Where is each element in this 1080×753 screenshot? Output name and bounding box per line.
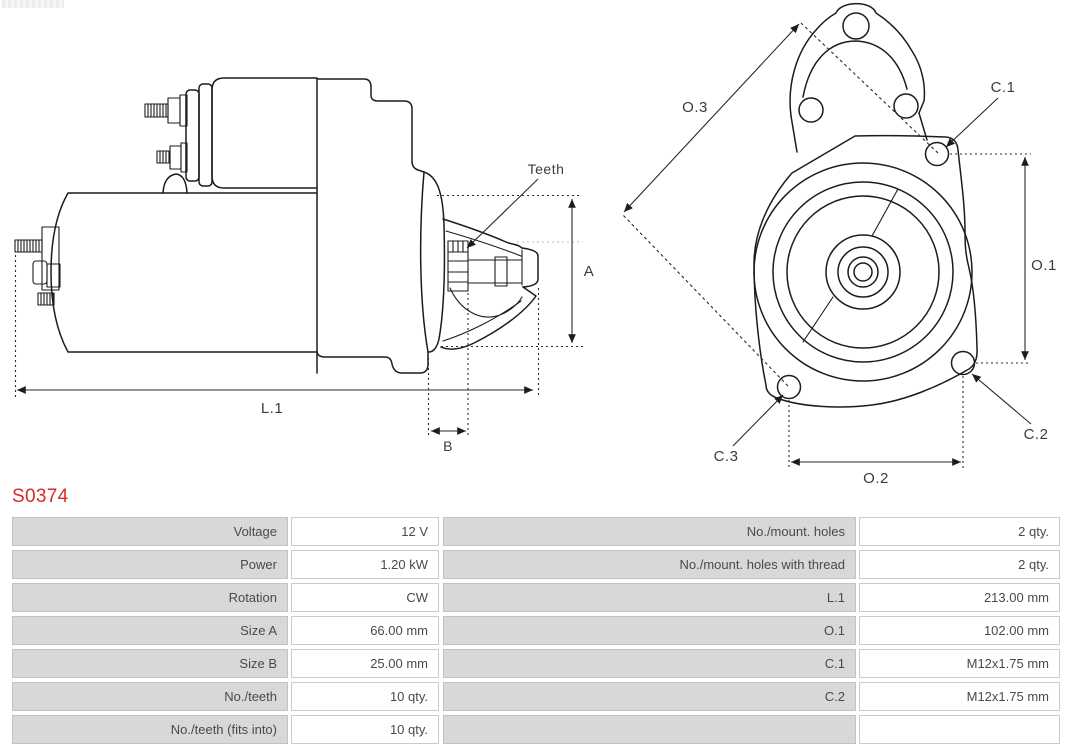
terminal-boss [47, 264, 60, 287]
spec-table [12, 517, 1060, 748]
spec-row-size-b [12, 649, 1060, 678]
bracket-necks [791, 113, 927, 152]
dim-label-b: B [443, 438, 453, 454]
spec-label: Size A [12, 616, 288, 645]
leader-c1 [946, 98, 998, 147]
terminal-stud-threads [18, 240, 39, 252]
solenoid [212, 78, 317, 188]
casting-foot [317, 352, 428, 373]
solenoid-ring-1 [199, 84, 212, 186]
spec-value: M12x1.75 mm [859, 682, 1060, 711]
dim-label-c3: C.3 [713, 448, 739, 465]
spec-value: 66.00 mm [291, 616, 439, 645]
nose-inner-bottom [450, 288, 522, 317]
spec-label: Power [12, 550, 288, 579]
solenoid-nut-lower [170, 146, 181, 169]
ext-diag-c3 [623, 215, 788, 386]
teeth-label: Teeth [527, 161, 565, 177]
spec-label: No./teeth [12, 682, 288, 711]
dim-label-o2: O.2 [863, 470, 889, 487]
nose-front [522, 248, 538, 287]
motor-body [51, 193, 317, 352]
front-view-dimensions [623, 23, 1057, 487]
dim-line-o3 [624, 24, 799, 212]
solenoid-ring-2 [186, 90, 199, 181]
spec-label: No./teeth (fits into) [12, 715, 288, 744]
top-bracket-arch [803, 41, 907, 97]
spec-label: Rotation [12, 583, 288, 612]
leader-c2 [972, 374, 1031, 424]
bell-ring-outer [421, 172, 428, 352]
hub-circle-mid [838, 247, 888, 297]
part-number: S0374 [12, 486, 69, 507]
spec-label: Voltage [12, 517, 288, 546]
spec-value [859, 715, 1060, 744]
nose-inner-curve [443, 301, 521, 341]
spec-label: No./mount. holes [443, 517, 856, 546]
spec-value: 25.00 mm [291, 649, 439, 678]
nose-bottom [441, 287, 536, 349]
pinion-bands [448, 252, 468, 282]
terminal-nut [33, 261, 47, 284]
spec-value: 12 V [291, 517, 439, 546]
spec-value: 10 qty. [291, 682, 439, 711]
spec-row-power [12, 550, 1060, 579]
spec-label: C.1 [443, 649, 856, 678]
shaft-circle [848, 257, 878, 287]
teeth-leader [467, 179, 538, 248]
solenoid-mount-lug [163, 174, 187, 193]
dim-label-o1: O.1 [1031, 257, 1057, 274]
hole-c1 [926, 143, 949, 166]
side-view-dimensions [16, 161, 595, 454]
top-bracket [790, 4, 924, 116]
spec-label [443, 715, 856, 744]
lower-stud-threads [41, 293, 53, 305]
spec-value: 1.20 kW [291, 550, 439, 579]
drive-end-bracket [317, 79, 424, 172]
spec-label: O.1 [443, 616, 856, 645]
spec-row-teeth-fits [12, 715, 1060, 744]
hub-circle-outer [826, 235, 900, 309]
spec-row-size-a [12, 616, 1060, 645]
bell-ring-inner [424, 172, 444, 352]
bracket-hole-top [843, 13, 869, 39]
dim-label-c2: C.2 [1023, 426, 1049, 443]
flange-circle-2 [773, 182, 953, 362]
spec-value: 2 qty. [859, 550, 1060, 579]
spec-value: M12x1.75 mm [859, 649, 1060, 678]
solenoid-stud-lower-threads [160, 151, 169, 163]
solenoid-stud-upper-threads [148, 104, 166, 117]
front-view-drawing [754, 4, 977, 407]
terminal-stud [15, 240, 42, 252]
dim-label-c1: C.1 [990, 79, 1016, 96]
leader-c3 [733, 395, 783, 446]
spec-value: CW [291, 583, 439, 612]
solenoid-nut-upper [168, 98, 180, 123]
hole-c3 [778, 376, 801, 399]
spec-row-voltage [12, 517, 1060, 546]
dim-label-a: A [583, 263, 595, 280]
flange-circle-3 [787, 196, 939, 348]
dim-label-o3: O.3 [682, 99, 708, 116]
spec-row-rotation [12, 583, 1060, 612]
spec-value: 102.00 mm [859, 616, 1060, 645]
pinion-teeth-hatch [453, 241, 463, 252]
dim-label-l1: L.1 [260, 400, 284, 417]
spec-value: 2 qty. [859, 517, 1060, 546]
spec-value: 10 qty. [291, 715, 439, 744]
spec-label: No./mount. holes with thread [443, 550, 856, 579]
hole-c2 [952, 352, 975, 375]
bracket-hole-left [799, 98, 823, 122]
shaft-collar [495, 257, 507, 286]
side-view-drawing [15, 78, 538, 373]
shaft-bore [854, 263, 872, 281]
spec-label: Size B [12, 649, 288, 678]
spec-row-teeth [12, 682, 1060, 711]
spec-value: 213.00 mm [859, 583, 1060, 612]
spec-label: L.1 [443, 583, 856, 612]
spec-label: C.2 [443, 682, 856, 711]
